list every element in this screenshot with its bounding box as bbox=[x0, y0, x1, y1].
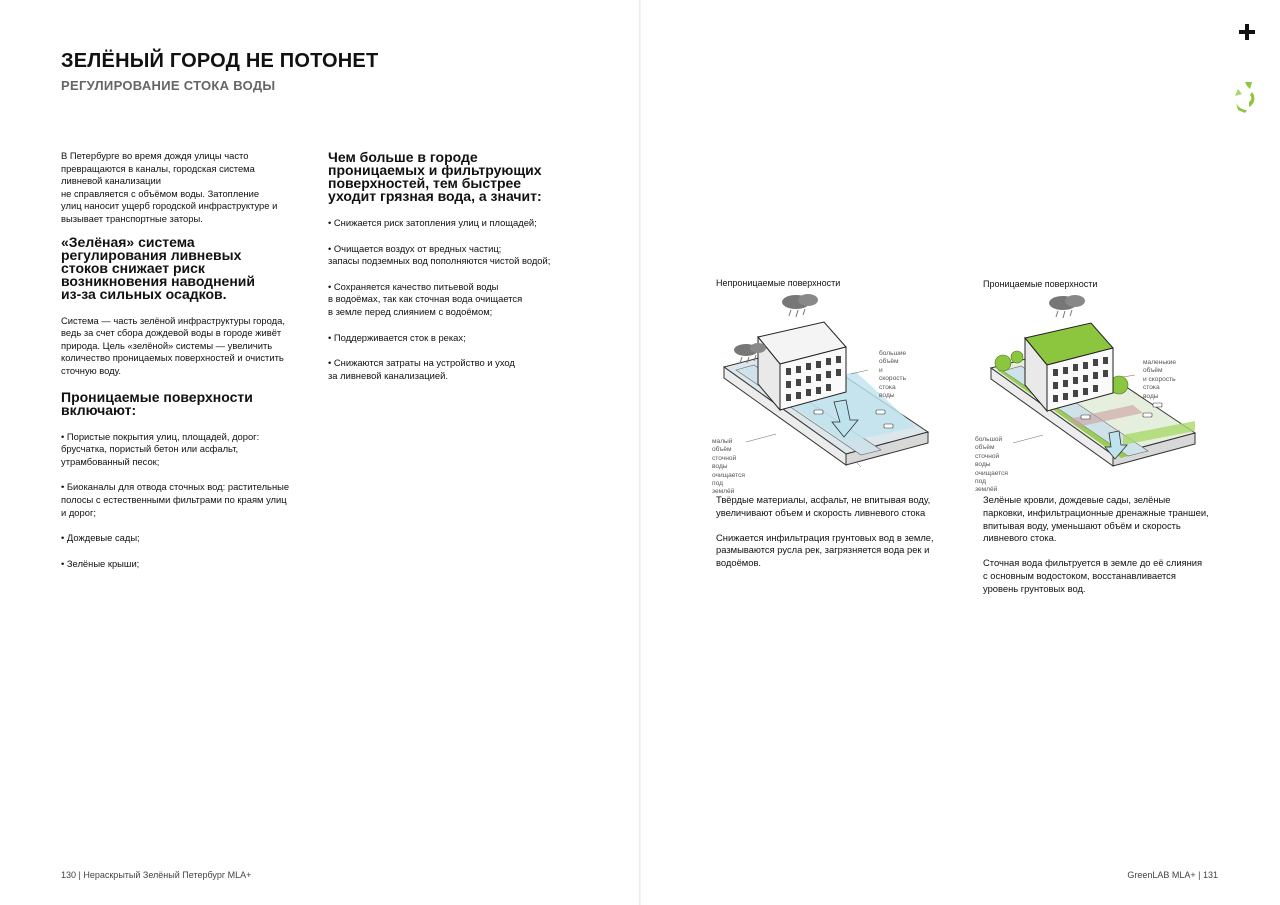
footer-left: 130 | Нераскрытый Зелёный Петербург MLA+ bbox=[61, 870, 252, 880]
list-item: • Очищается воздух от вредных частиц; запасы подземных вод пополняются чистой водой; bbox=[328, 242, 551, 267]
page-title: ЗЕЛЁНЫЙ ГОРОД НЕ ПОТОНЕТ bbox=[61, 50, 379, 72]
note-large-runoff: большие объём и скорость стока воды bbox=[879, 350, 907, 400]
rain-cloud-icon bbox=[782, 294, 818, 317]
footer-right: GreenLAB MLA+ | 131 bbox=[1127, 870, 1218, 880]
note-small-filtered: малый объём сточной воды очищается под землёй bbox=[712, 438, 745, 496]
rain-cloud-icon bbox=[1049, 295, 1085, 318]
plus-icon bbox=[1237, 22, 1257, 42]
permeable-desc-2: Сточная вода фильтруется в земле до её слияния с основным водостоком, восстанавливается уровень грунтовых вод. bbox=[983, 557, 1203, 594]
list-item: • Сохраняется качество питьевой воды в водоёмах, так как сточная вода очищается в земле перед слиянием с водоёмом; bbox=[328, 280, 523, 317]
green-system-heading: «Зелёная» система регулирования ливневых стоков снижает риск возникновения наводнений из-за сильных осадков. bbox=[61, 233, 255, 302]
list-item: • Пористые покрытия улиц, площадей, дорог: брусчатка, пористый бетон или асфальт, утрамбованный песок; bbox=[61, 430, 260, 467]
diagram-label: Проницаемые поверхности bbox=[983, 279, 1098, 289]
impermeable-description bbox=[716, 494, 956, 570]
intro-paragraph: В Петербурге во время дождя улицы часто превращаются в каналы, городская система ливневой канализации не справляется с объёмом воды. Затопление улиц наносит ущерб городской инфраструктуре и вызывает транспортные заторы. bbox=[61, 150, 278, 224]
note-small-runoff: маленькие объём и скорость стока воды bbox=[1143, 359, 1177, 400]
benefits-heading: Чем больше в городе проницаемых и фильтрующих поверхностей, тем быстрее уходит грязная вода, а значит: bbox=[328, 149, 542, 204]
impermeable-desc-1: Твёрдые материалы, асфальт, не впитывая воду, увеличивают объем и скорость ливневого стока bbox=[716, 494, 931, 518]
list-item: • Снижаются затраты на устройство и уход за ливневой канализацией. bbox=[328, 357, 515, 381]
permeable-desc-1: Зелёные кровли, дождевые сады, зелёные парковки, инфильтрационные дренажные траншеи, впитывая воду, уменьшают объём и скорость ливневого стока. bbox=[983, 494, 1209, 544]
permeable-illustration bbox=[973, 293, 1213, 468]
impermeable-desc-2: Снижается инфильтрация грунтовых вод в земле, размываются русла рек, загрязняется вода рек и водоёмов. bbox=[716, 531, 934, 569]
list-item: • Зелёные крыши; bbox=[61, 557, 140, 569]
list-item: • Биоканалы для отвода сточных вод: растительные полосы с естественными фильтрами по краям улиц и дорог; bbox=[61, 481, 290, 518]
list-item: • Дождевые сады; bbox=[61, 532, 140, 544]
page-subtitle: РЕГУЛИРОВАНИЕ СТОКА ВОДЫ bbox=[61, 78, 276, 93]
recycle-icon bbox=[1232, 79, 1258, 115]
permeable-surfaces-heading: Проницаемые поверхности включают: bbox=[61, 388, 253, 418]
middle-text-column bbox=[328, 151, 578, 382]
list-item: • Снижается риск затопления улиц и площадей; bbox=[328, 217, 537, 228]
left-text-column bbox=[61, 150, 306, 570]
note-large-filtered: большой объём сточной воды очищается под землёй bbox=[975, 436, 1008, 494]
system-paragraph: Система — часть зелёной инфраструктуры города, ведь за счет сбора дождевой воды в городе живёт природа. Цель «зелёной» системы — увеличить количество проницаемых поверхностей и очистить сточную воду. bbox=[61, 314, 285, 376]
list-item: • Поддерживается сток в реках; bbox=[328, 331, 466, 343]
diagram-label: Непроницаемые поверхности bbox=[716, 278, 841, 288]
permeable-description bbox=[983, 494, 1223, 596]
